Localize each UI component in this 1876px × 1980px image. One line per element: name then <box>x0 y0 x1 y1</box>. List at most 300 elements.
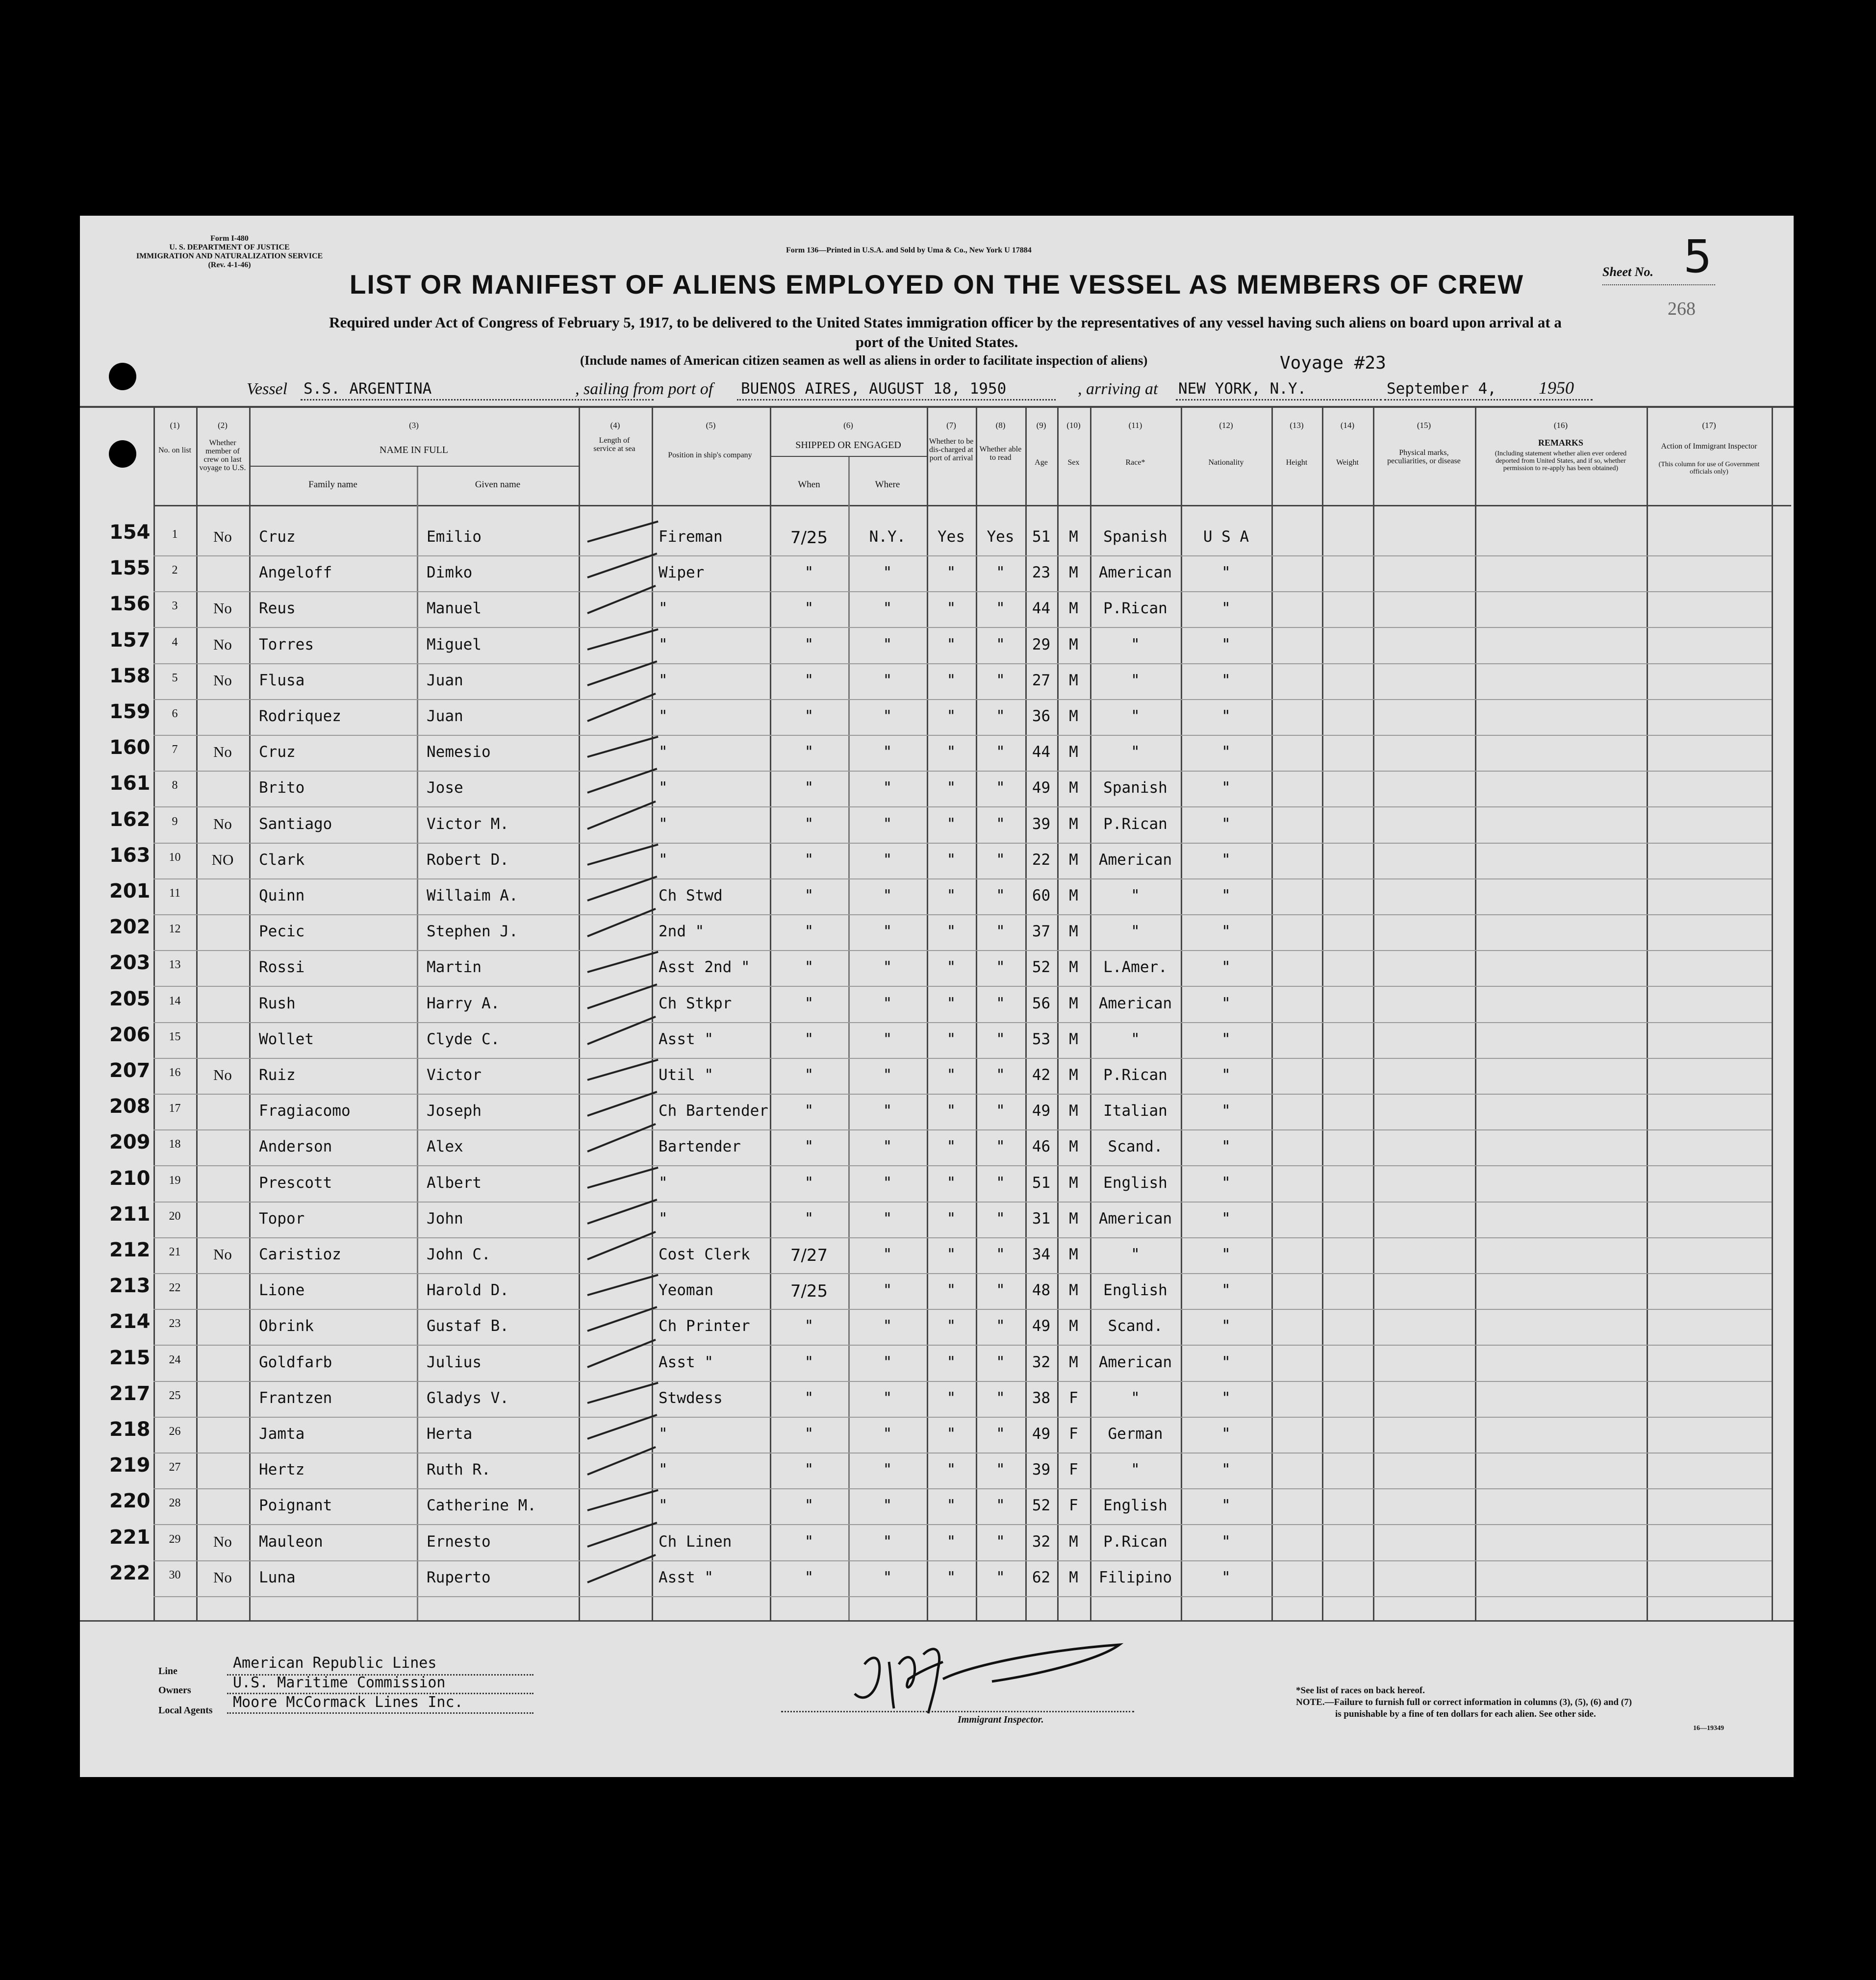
where-cell: " <box>883 1209 892 1228</box>
row-number-cell: 4 <box>172 635 178 649</box>
margin-number: 203 <box>109 952 151 975</box>
given-name-cell: Nemesio <box>427 743 491 761</box>
row-rule <box>153 735 1772 736</box>
where-cell: " <box>883 635 892 653</box>
row-rule <box>153 555 1772 556</box>
nationality-cell: U S A <box>1203 528 1249 546</box>
row-number-cell: 28 <box>169 1497 181 1510</box>
where-cell: " <box>883 1138 892 1156</box>
sex-cell: M <box>1069 1568 1078 1586</box>
age-cell: 37 <box>1032 923 1051 941</box>
nationality-cell: " <box>1221 923 1231 941</box>
vessel-label: Vessel <box>247 380 288 398</box>
when-cell: " <box>804 564 814 582</box>
nationality-cell: " <box>1221 635 1231 653</box>
col-line <box>417 466 418 1620</box>
discharged-cell: " <box>946 635 956 653</box>
position-cell: " <box>659 1461 668 1479</box>
given-name-cell: Martin <box>427 958 482 977</box>
where-cell: " <box>883 743 892 761</box>
last-voyage-cell: NO <box>211 851 234 868</box>
where-cell: " <box>883 1102 892 1120</box>
race-cell: " <box>1131 1030 1140 1048</box>
discharged-cell: " <box>946 1246 956 1263</box>
where-cell: N.Y. <box>869 528 906 546</box>
where-cell: " <box>883 851 892 869</box>
header-top-rule <box>80 406 1794 408</box>
agents-label: Local Agents <box>158 1705 213 1716</box>
where-cell: " <box>883 1497 892 1515</box>
family-name-cell: Obrink <box>259 1317 314 1335</box>
family-name-cell: Frantzen <box>259 1389 332 1407</box>
read-cell: " <box>996 600 1005 618</box>
row-number-cell: 9 <box>172 815 178 828</box>
service-check-mark <box>587 693 656 722</box>
race-cell: " <box>1131 743 1140 761</box>
family-name-cell: Luna <box>259 1568 296 1586</box>
race-cell: P.Rican <box>1103 1532 1167 1551</box>
read-cell: " <box>996 1030 1005 1048</box>
last-voyage-cell: No <box>213 600 232 617</box>
nationality-cell: " <box>1221 1317 1231 1335</box>
when-cell: " <box>804 779 814 797</box>
service-check-mark <box>587 1339 656 1368</box>
col3-family: Family name <box>308 479 357 490</box>
row-rule <box>153 914 1772 915</box>
age-cell: 31 <box>1032 1209 1051 1228</box>
age-cell: 60 <box>1032 887 1051 904</box>
discharged-cell: " <box>946 1174 956 1192</box>
voyage-number: Voyage #23 <box>1280 353 1386 373</box>
col10-heading: Sex <box>1067 458 1080 467</box>
read-cell: " <box>996 1425 1005 1443</box>
age-cell: 51 <box>1032 1174 1051 1192</box>
margin-number: 213 <box>109 1275 151 1298</box>
punch-hole <box>109 363 136 390</box>
position-cell: Yeoman <box>659 1281 713 1300</box>
col17-number: (17) <box>1702 421 1716 430</box>
footer-rule <box>80 1620 1794 1622</box>
given-name-cell: Miguel <box>427 635 482 653</box>
fine-note: NOTE.—Failure to furnish full or correct information in columns (3), (5), (6) and (7) <box>1296 1697 1632 1707</box>
nationality-cell: " <box>1221 887 1231 904</box>
row-number-cell: 3 <box>172 600 178 613</box>
service-check-mark <box>587 951 658 973</box>
arrival-date: September 4, <box>1387 380 1496 398</box>
col-line <box>196 407 198 1620</box>
row-number-cell: 26 <box>169 1425 181 1438</box>
nationality-cell: " <box>1221 1389 1231 1407</box>
read-cell: " <box>996 564 1005 582</box>
nationality-cell: " <box>1221 994 1231 1012</box>
sex-cell: M <box>1069 743 1078 761</box>
where-cell: " <box>883 600 892 618</box>
position-cell: Ch Bartender <box>659 1102 768 1120</box>
sheet-number: 5 <box>1683 230 1712 283</box>
service-check-mark <box>587 1016 656 1045</box>
given-name-cell: Harold D. <box>427 1281 509 1300</box>
family-name-cell: Angeloff <box>259 564 332 582</box>
sheet-number-line <box>1602 284 1715 285</box>
agents-value: Moore McCormack Lines Inc. <box>233 1694 463 1711</box>
read-cell: " <box>996 815 1005 833</box>
position-cell: Wiper <box>659 564 705 582</box>
col4-number: (4) <box>610 421 620 430</box>
discharged-cell: " <box>946 1030 956 1048</box>
when-cell: " <box>804 635 814 653</box>
age-cell: 32 <box>1032 1532 1051 1551</box>
service-check-mark <box>587 1199 657 1225</box>
margin-number: 157 <box>109 628 151 652</box>
race-cell: P.Rican <box>1103 1066 1167 1084</box>
read-cell: " <box>996 1246 1005 1263</box>
service-check-mark <box>587 876 657 902</box>
discharged-cell: " <box>946 1389 956 1407</box>
position-cell: " <box>659 1209 668 1228</box>
where-cell: " <box>883 1568 892 1586</box>
service-check-mark <box>587 660 657 686</box>
where-cell: " <box>883 1461 892 1479</box>
owners-value: U.S. Maritime Commission <box>233 1674 446 1691</box>
nationality-cell: " <box>1221 1425 1231 1443</box>
discharged-cell: " <box>946 743 956 761</box>
where-cell: " <box>883 1030 892 1048</box>
given-name-cell: Ruperto <box>427 1568 491 1586</box>
col-line <box>579 407 580 1620</box>
age-cell: 53 <box>1032 1030 1051 1048</box>
col-line <box>1271 407 1273 1620</box>
margin-number: 212 <box>109 1239 151 1261</box>
service-line: IMMIGRATION AND NATURALIZATION SERVICE <box>136 252 323 260</box>
col-line <box>1475 407 1476 1620</box>
position-cell: " <box>659 1497 668 1515</box>
race-cell: " <box>1131 671 1140 689</box>
sailing-from: BUENOS AIRES, AUGUST 18, 1950 <box>741 380 1007 398</box>
nationality-cell: " <box>1221 851 1231 869</box>
position-cell: " <box>659 779 668 797</box>
when-cell: 7/25 <box>790 528 828 548</box>
race-cell: Spanish <box>1103 528 1167 546</box>
sailing-label: , sailing from port of <box>575 380 713 398</box>
nationality-cell: " <box>1221 958 1231 977</box>
family-name-cell: Clark <box>259 851 305 869</box>
service-check-mark <box>587 521 658 543</box>
read-cell: " <box>996 1174 1005 1192</box>
row-rule <box>153 1022 1772 1023</box>
read-cell: " <box>996 707 1005 725</box>
where-cell: " <box>883 923 892 941</box>
age-cell: 29 <box>1032 635 1051 653</box>
col10-number: (10) <box>1066 421 1081 430</box>
row-number-cell: 19 <box>169 1174 181 1187</box>
sex-cell: M <box>1069 564 1078 582</box>
margin-number: 219 <box>109 1454 151 1477</box>
service-check-mark <box>587 1382 658 1404</box>
sex-cell: M <box>1069 1317 1078 1335</box>
discharged-cell: " <box>946 958 956 977</box>
age-cell: 49 <box>1032 1425 1051 1443</box>
nationality-cell: " <box>1221 1497 1231 1515</box>
read-cell: " <box>996 1353 1005 1371</box>
margin-number: 209 <box>109 1131 151 1154</box>
given-name-cell: Clyde C. <box>427 1030 500 1048</box>
row-rule <box>153 1345 1772 1346</box>
row-rule <box>153 1129 1772 1130</box>
age-cell: 42 <box>1032 1066 1051 1084</box>
row-number-cell: 22 <box>169 1281 181 1295</box>
position-cell: 2nd " <box>659 923 705 941</box>
service-check-mark <box>587 1059 658 1081</box>
margin-number: 201 <box>109 880 151 902</box>
form-code: 16—19349 <box>1693 1725 1724 1732</box>
where-cell: " <box>883 887 892 904</box>
sex-cell: M <box>1069 528 1078 546</box>
family-name-cell: Santiago <box>259 815 332 833</box>
where-cell: " <box>883 1066 892 1084</box>
margin-number: 205 <box>109 987 151 1010</box>
service-check-mark <box>587 1123 656 1153</box>
margin-number: 158 <box>109 664 151 687</box>
service-check-mark <box>587 1231 656 1260</box>
position-cell: Asst " <box>659 1353 713 1371</box>
when-cell: " <box>804 1497 814 1515</box>
discharged-cell: " <box>946 600 956 618</box>
when-cell: " <box>804 1066 814 1084</box>
col11-heading: Race* <box>1125 458 1145 467</box>
given-name-cell: Willaim A. <box>427 887 518 904</box>
row-rule <box>153 663 1772 664</box>
last-voyage-cell: No <box>213 815 232 832</box>
last-voyage-cell: No <box>213 635 232 653</box>
discharged-cell: " <box>946 1102 956 1120</box>
when-cell: " <box>804 1030 814 1048</box>
row-rule <box>153 591 1772 592</box>
family-name-cell: Lione <box>259 1281 305 1300</box>
nationality-cell: " <box>1221 1102 1231 1120</box>
service-check-mark <box>587 585 656 614</box>
margin-number: 154 <box>109 521 151 544</box>
date-dotted-line <box>1384 396 1531 401</box>
discharged-cell: " <box>946 1532 956 1551</box>
nationality-cell: " <box>1221 1174 1231 1192</box>
discharged-cell: " <box>946 1066 956 1084</box>
race-cell: English <box>1103 1281 1167 1300</box>
margin-number: 215 <box>109 1346 151 1369</box>
col6-when: When <box>798 479 820 490</box>
read-cell: " <box>996 958 1005 977</box>
age-cell: 36 <box>1032 707 1051 725</box>
nationality-cell: " <box>1221 1246 1231 1263</box>
row-number-cell: 25 <box>169 1389 181 1402</box>
col13-heading: Height <box>1286 458 1308 467</box>
sheet-label: Sheet No. <box>1602 265 1653 279</box>
row-number-cell: 23 <box>169 1317 181 1330</box>
margin-number: 155 <box>109 557 151 580</box>
col3-number: (3) <box>409 421 419 430</box>
service-check-mark <box>587 1091 657 1117</box>
read-cell: " <box>996 1102 1005 1120</box>
read-cell: Yes <box>987 528 1014 546</box>
col15-number: (15) <box>1417 421 1431 430</box>
when-cell: 7/25 <box>790 1281 828 1302</box>
where-cell: " <box>883 707 892 725</box>
age-cell: 32 <box>1032 1353 1051 1371</box>
row-number-cell: 27 <box>169 1461 181 1474</box>
race-cell: American <box>1098 564 1172 582</box>
col17-subheading: (This column for use of Government officials only) <box>1658 461 1760 476</box>
sex-cell: M <box>1069 707 1078 725</box>
when-cell: " <box>804 1389 814 1407</box>
row-rule <box>153 878 1772 879</box>
family-name-cell: Rodriquez <box>259 707 341 725</box>
col4-heading: Length of service at sea <box>593 436 635 453</box>
position-cell: " <box>659 707 668 725</box>
family-name-cell: Cruz <box>259 743 296 761</box>
row-rule <box>153 699 1772 700</box>
read-cell: " <box>996 1066 1005 1084</box>
given-name-cell: Stephen J. <box>427 923 518 941</box>
family-name-cell: Fragiacomo <box>259 1102 351 1120</box>
family-name-cell: Pecic <box>259 923 305 941</box>
sex-cell: M <box>1069 779 1078 797</box>
sailing-dotted-line <box>737 396 1056 401</box>
family-name-cell: Wollet <box>259 1030 314 1048</box>
given-name-cell: Ernesto <box>427 1532 491 1551</box>
family-name-cell: Rush <box>259 994 296 1012</box>
row-number-cell: 11 <box>169 887 181 900</box>
age-cell: 22 <box>1032 851 1051 869</box>
where-cell: " <box>883 815 892 833</box>
col-line <box>652 407 653 1620</box>
col16-number: (16) <box>1553 421 1568 430</box>
read-cell: " <box>996 851 1005 869</box>
where-cell: " <box>883 671 892 689</box>
sex-cell: F <box>1069 1425 1078 1443</box>
service-check-mark <box>587 1166 658 1188</box>
col2-number: (2) <box>218 421 228 430</box>
discharged-cell: " <box>946 1461 956 1479</box>
col9-heading: Age <box>1035 458 1048 467</box>
when-cell: " <box>804 1138 814 1156</box>
where-cell: " <box>883 958 892 977</box>
race-cell: " <box>1131 1389 1140 1407</box>
when-cell: " <box>804 671 814 689</box>
col2-heading: Whether member of crew on last voyage to U.S. <box>199 439 246 472</box>
col-line <box>1322 407 1323 1620</box>
given-name-cell: John <box>427 1209 463 1228</box>
nationality-cell: " <box>1221 1209 1231 1228</box>
col16-heading: REMARKS <box>1538 438 1583 448</box>
col15-heading: Physical marks, peculiarities, or disease <box>1387 449 1461 465</box>
agents-dotted <box>227 1712 533 1714</box>
when-cell: " <box>804 1102 814 1120</box>
discharged-cell: " <box>946 564 956 582</box>
sex-cell: M <box>1069 815 1078 833</box>
position-cell: " <box>659 1425 668 1443</box>
where-cell: " <box>883 994 892 1012</box>
sex-cell: M <box>1069 1174 1078 1192</box>
nationality-cell: " <box>1221 1568 1231 1586</box>
margin-number: 211 <box>109 1203 151 1226</box>
family-name-cell: Jamta <box>259 1425 305 1443</box>
position-cell: Stwdess <box>659 1389 723 1407</box>
given-name-cell: Albert <box>427 1174 482 1192</box>
margin-number: 210 <box>109 1167 151 1190</box>
given-name-cell: Juan <box>427 671 463 689</box>
age-cell: 44 <box>1032 600 1051 618</box>
where-cell: " <box>883 1353 892 1371</box>
line-value: American Republic Lines <box>233 1654 437 1672</box>
printer-credit: Form 136—Printed in U.S.A. and Sold by Uma & Co., New York U 17884 <box>786 246 1032 254</box>
given-name-cell: Herta <box>427 1425 473 1443</box>
row-rule <box>153 1417 1772 1418</box>
when-cell: " <box>804 994 814 1012</box>
row-number-cell: 14 <box>169 994 181 1007</box>
position-cell: Util " <box>659 1066 713 1084</box>
age-cell: 44 <box>1032 743 1051 761</box>
position-cell: Ch Linen <box>659 1532 732 1551</box>
position-cell: Fireman <box>659 528 723 546</box>
age-cell: 48 <box>1032 1281 1051 1300</box>
sex-cell: M <box>1069 635 1078 653</box>
row-number-cell: 15 <box>169 1030 181 1043</box>
margin-number: 202 <box>109 916 151 939</box>
race-cell: Filipino <box>1098 1568 1172 1586</box>
position-cell: " <box>659 635 668 653</box>
sex-cell: M <box>1069 1102 1078 1120</box>
year-dotted-line <box>1534 396 1593 401</box>
col6-heading: SHIPPED OR ENGAGED <box>795 440 901 451</box>
margin-number: 206 <box>109 1023 151 1046</box>
given-name-cell: Robert D. <box>427 851 509 869</box>
last-voyage-cell: No <box>213 1066 232 1083</box>
position-cell: Asst " <box>659 1030 713 1048</box>
sex-cell: M <box>1069 887 1078 904</box>
margin-number: 214 <box>109 1310 151 1333</box>
sex-cell: M <box>1069 671 1078 689</box>
sex-cell: M <box>1069 851 1078 869</box>
revision-line: (Rev. 4-1-46) <box>208 261 251 269</box>
position-cell: Ch Stkpr <box>659 994 732 1012</box>
col12-heading: Nationality <box>1208 458 1244 467</box>
nationality-cell: " <box>1221 1281 1231 1300</box>
margin-number: 160 <box>109 736 151 759</box>
race-cell: German <box>1108 1425 1163 1443</box>
arrival-year: 1950 <box>1539 378 1574 398</box>
age-cell: 62 <box>1032 1568 1051 1586</box>
row-number-cell: 29 <box>169 1532 181 1546</box>
race-cell: L.Amer. <box>1103 958 1167 977</box>
position-cell: " <box>659 851 668 869</box>
read-cell: " <box>996 923 1005 941</box>
read-cell: " <box>996 635 1005 653</box>
given-name-cell: Emilio <box>427 528 482 546</box>
inspector-signature <box>845 1635 1149 1718</box>
given-name-cell: Dimko <box>427 564 473 582</box>
row-number-cell: 16 <box>169 1066 181 1079</box>
race-cell: American <box>1098 994 1172 1012</box>
include-note: (Include names of American citizen seamen as well as aliens in order to facilitate inspection of aliens) <box>580 353 1148 368</box>
form-id-line: Form I-480 <box>210 234 249 243</box>
margin-number: 161 <box>109 772 151 795</box>
discharged-cell: " <box>946 923 956 941</box>
margin-number: 220 <box>109 1490 151 1513</box>
family-name-cell: Caristioz <box>259 1246 341 1263</box>
row-number-cell: 10 <box>169 851 181 864</box>
where-cell: " <box>883 564 892 582</box>
when-cell: " <box>804 1425 814 1443</box>
read-cell: " <box>996 1389 1005 1407</box>
